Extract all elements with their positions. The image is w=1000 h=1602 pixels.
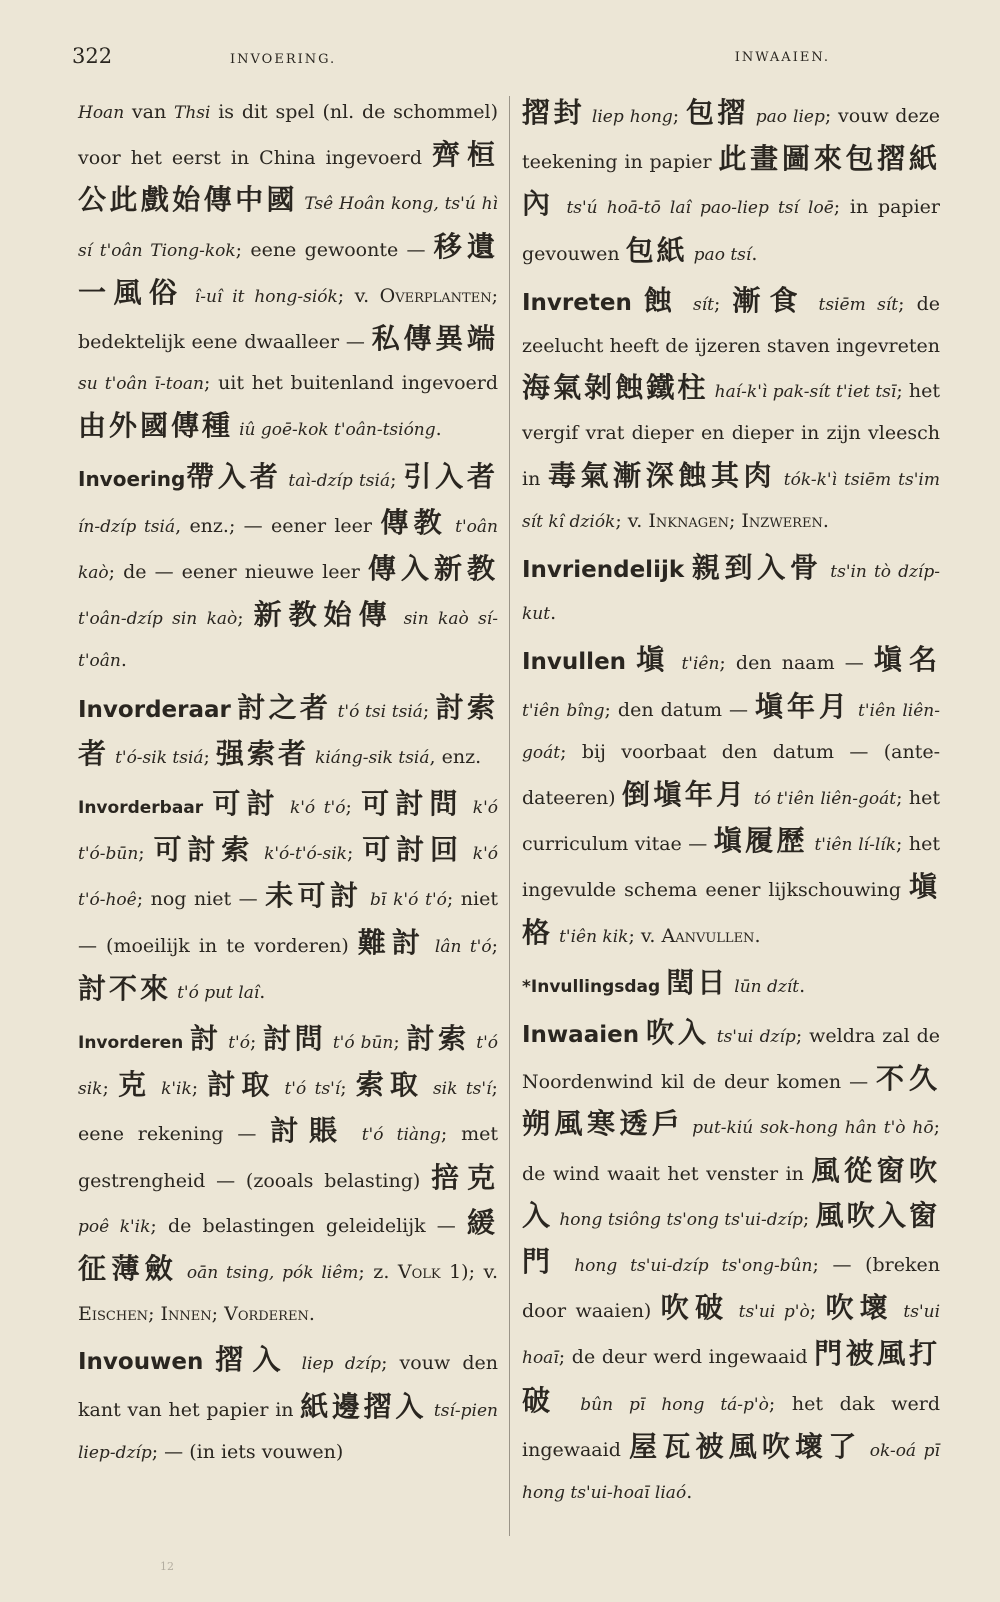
entry-text: ; v. <box>628 924 662 947</box>
chinese-characters: 吹入 <box>646 1016 710 1050</box>
romanization: hong ts'ui-dzíp ts'ong-bûn <box>574 1256 813 1277</box>
chinese-characters: 閏日 <box>666 965 729 999</box>
entry-text: ; — (in iets vouwen) <box>151 1440 344 1463</box>
romanization: lūn dzít <box>734 976 800 997</box>
entry-text <box>255 842 264 864</box>
chinese-characters: 討賬 <box>270 1114 348 1148</box>
romanization: tsí-pien liep-dzíp <box>78 1400 498 1463</box>
entry-text: ; <box>809 1300 826 1323</box>
chinese-characters: 可討索 <box>153 833 256 867</box>
entry-text: ; vouw den kant van het papier in <box>78 1352 498 1421</box>
romanization: kiáng-sik tsiá <box>315 747 430 768</box>
romanization: Tsê Hoân kong, ts'ú hì sí t'oân Tiong-kok <box>78 194 498 261</box>
entry-text <box>281 796 290 818</box>
entry-text <box>203 1352 215 1374</box>
left-column <box>78 92 498 1474</box>
chinese-characters: 漸食 <box>732 283 807 317</box>
romanization: ts'ú hoā-tō laî pao-liep tsí loē <box>566 198 834 219</box>
entry-text <box>362 888 369 910</box>
chinese-characters: 私傳異端 <box>371 322 498 356</box>
entry-text: . <box>259 980 266 1003</box>
headword: Invreten <box>522 289 632 316</box>
romanization: t'ó put laî <box>177 982 260 1003</box>
entry-text <box>464 842 473 864</box>
chinese-characters: 塡名 <box>873 643 940 677</box>
dictionary-entry <box>78 456 498 683</box>
entry-text <box>184 285 194 307</box>
entry-text: ; <box>237 607 254 630</box>
entry-text: ; <box>203 745 216 768</box>
dictionary-entry <box>78 1018 498 1335</box>
entry-text <box>894 1300 903 1322</box>
entry-text: ; het ingevulde schema eener lijkschouwing <box>522 833 941 902</box>
chinese-characters: 討之者 <box>237 690 332 724</box>
entry-text: ; <box>728 509 742 532</box>
chinese-characters: 緩征薄斂 <box>78 1205 498 1286</box>
entry-text: . <box>686 1481 693 1504</box>
dictionary-entry <box>522 92 940 276</box>
entry-text <box>394 607 404 629</box>
entry-text: ; met gestrengheid — (zooals belasting) <box>78 1123 499 1192</box>
entry-text <box>851 699 858 721</box>
entry-text <box>290 1352 302 1374</box>
headword: Invriendelijk <box>522 557 685 584</box>
chinese-characters: 屋瓦被風吹壞了 <box>629 1429 862 1463</box>
entry-text: ; <box>148 1303 161 1326</box>
entry-text: ; <box>340 1077 356 1100</box>
entry-text: , enz.; — eener leer <box>175 514 381 537</box>
romanization: t'iên liên-goát <box>522 700 940 763</box>
chinese-characters: 塡 <box>636 643 672 677</box>
romanization: ts'ui hoaī <box>522 1302 941 1369</box>
entry-text <box>776 468 784 490</box>
romanization: su t'oân ī-toan <box>78 374 204 395</box>
chinese-characters: 風吹入窗門 <box>522 1198 940 1279</box>
entry-text <box>426 935 435 957</box>
romanization: t'iên <box>681 654 720 675</box>
right-running-head: INWAAIEN. <box>734 50 830 65</box>
entry-text: ; <box>191 1077 208 1100</box>
entry-text: ; <box>393 1031 407 1054</box>
entry-text: . <box>550 602 557 625</box>
romanization: liep hong <box>591 107 673 127</box>
entry-text: ; nog niet — <box>136 888 266 911</box>
romanization: t'iên kik <box>559 926 629 947</box>
romanization: t'ó ts'í <box>284 1079 341 1100</box>
entry-text: . <box>435 418 442 441</box>
romanization: pao tsí <box>693 244 752 265</box>
entry-text <box>681 293 693 315</box>
chinese-characters: 由外國傳種 <box>78 409 234 443</box>
entry-text <box>585 105 592 127</box>
chinese-characters: 包紙 <box>625 233 688 267</box>
entry-text: ; <box>802 1207 816 1230</box>
romanization: t'ó tsi tsiá <box>337 701 423 722</box>
dictionary-entry <box>78 687 498 779</box>
chinese-characters: 倒塡年月 <box>621 778 748 812</box>
column-divider <box>509 96 510 1536</box>
entry-text: ; het dak werd ingewaaid <box>522 1392 940 1461</box>
entry-text: ; <box>102 1077 118 1100</box>
romanization: poê k'ik <box>78 1216 151 1237</box>
entry-text: ; den naam — <box>719 652 874 675</box>
chinese-characters: 可討回 <box>362 833 464 867</box>
chinese-characters: 傳入新教 <box>367 552 498 586</box>
entry-text: ; bij voorbaat den datum — (ante-dateeren) <box>522 740 940 810</box>
chinese-characters: 可討 <box>212 787 281 821</box>
entry-text: ; z. <box>358 1261 398 1284</box>
romanization: sin kaò sí-t'oân <box>78 609 498 672</box>
chinese-characters: 討 <box>189 1022 222 1056</box>
romanization: t'iên bîng <box>522 700 605 721</box>
romanization: k'ó-t'ó-sik <box>264 844 347 865</box>
chinese-characters: 紙邊摺入 <box>300 1389 428 1423</box>
cross-reference: Inknagen <box>648 509 729 532</box>
chinese-characters: 討不來 <box>78 971 172 1005</box>
entry-text: ; de belastingen geleidelijk — <box>150 1214 467 1237</box>
entry-text <box>729 1300 738 1322</box>
entry-text <box>806 293 818 315</box>
romanization: ts'in tò dzíp-kut <box>522 562 940 625</box>
chinese-characters: 親到入骨 <box>691 551 823 585</box>
romanization: t'oân kaò <box>78 516 498 584</box>
entry-text: ; <box>390 468 404 491</box>
romanization: t'ó būn <box>332 1033 394 1054</box>
entry-text: ; den datum — <box>604 698 756 721</box>
romanization: ts'ui dzíp <box>716 1027 796 1048</box>
chinese-characters: 風從窗吹入 <box>522 1153 940 1232</box>
entry-text <box>183 1031 190 1053</box>
cross-reference: Volk <box>397 1261 441 1284</box>
entry-text: ; vouw deze teekening in papier <box>522 105 940 174</box>
romanization: lân t'ó <box>434 936 492 957</box>
footer-mark: 12 <box>160 1560 174 1573</box>
entry-text: ; <box>713 292 733 315</box>
entry-text: ; bedektelijk eene dwaalleer — <box>78 284 498 354</box>
chinese-characters: 不久朔風寒透戶 <box>522 1062 940 1141</box>
entry-text <box>203 796 212 818</box>
entry-text <box>427 1399 434 1421</box>
cross-reference: Inzweren <box>741 509 823 532</box>
romanization: t'ó sik <box>78 1033 498 1100</box>
entry-text <box>152 1077 161 1099</box>
headword: Invorderen <box>78 1033 184 1054</box>
romanization: tók-k'ì tsiēm ts'im sít kî dziók <box>522 469 940 532</box>
cross-reference: Vorderen <box>224 1303 309 1326</box>
entry-text: van <box>124 101 174 123</box>
chinese-characters: 包摺 <box>685 96 750 129</box>
dictionary-entry <box>522 639 940 957</box>
romanization: bī k'ó t'ó <box>369 890 447 911</box>
entry-text <box>749 105 756 127</box>
romanization: bûn pī hong tá-p'ò <box>580 1394 769 1415</box>
chinese-characters: 討取 <box>207 1068 276 1102</box>
entry-text: ; eene gewoonte — <box>235 238 434 261</box>
chinese-characters: 海氣剝蝕鐵柱 <box>522 371 709 405</box>
headword: *Invullingsdag <box>522 976 661 997</box>
entry-text: . <box>308 1303 315 1326</box>
romanization: k'ik <box>161 1079 192 1100</box>
entry-text: ; v. <box>337 284 380 307</box>
romanization: iû goē-kok t'oân-tsióng <box>239 420 436 441</box>
entry-text: , enz. <box>429 745 482 768</box>
chinese-characters: 摺封 <box>522 96 586 129</box>
chinese-characters: 難討 <box>357 925 426 959</box>
chinese-characters: 吹破 <box>660 1291 730 1325</box>
dictionary-entry <box>522 962 940 1008</box>
entry-text: ; <box>249 1031 263 1054</box>
entry-text: ; eene rekening — <box>78 1077 498 1146</box>
dictionary-entry <box>78 783 498 1014</box>
chinese-characters: 强索者 <box>216 736 310 770</box>
romanization: î-uî it hong-siók <box>194 286 338 307</box>
headword: Invoering <box>78 466 186 491</box>
entry-text <box>685 1116 693 1138</box>
chinese-characters: 掊克 <box>431 1160 498 1194</box>
entry-text: is dit spel (nl. de schommel) voor het eerst in China ingevoerd <box>78 101 498 170</box>
romanization: sít <box>692 294 714 315</box>
entry-text: ; — (breken door waaien) <box>522 1254 940 1323</box>
entry-text: ; <box>422 699 436 722</box>
entry-text <box>561 1254 575 1276</box>
romanization: put-kiú sok-hong hân t'ò hō <box>692 1118 934 1139</box>
entry-text: ; <box>491 934 499 957</box>
chinese-characters: 塡年月 <box>755 689 851 723</box>
headword: Invouwen <box>78 1349 204 1376</box>
entry-text <box>632 293 644 315</box>
entry-text: ; de wind waait het venster in <box>522 1116 940 1185</box>
entry-text: 1); v. <box>440 1261 498 1284</box>
entry-text: . <box>799 974 806 997</box>
romanization: ín-dzíp tsiá <box>78 516 176 537</box>
romanization: Thsi <box>174 103 211 123</box>
entry-text: . <box>120 649 127 672</box>
entry-text: ; <box>345 796 362 819</box>
entry-text <box>671 652 681 674</box>
romanization: haí-k'ì pak-sít t'iet tsī <box>714 382 897 403</box>
chinese-characters: 未可討 <box>265 879 363 913</box>
dictionary-entry <box>522 547 940 635</box>
chinese-characters: 討索者 <box>78 690 498 770</box>
entry-text: ; in papier gevouwen <box>522 196 940 265</box>
dictionary-entry <box>522 280 940 543</box>
cross-reference: Innen <box>160 1303 212 1326</box>
entry-text <box>557 196 567 218</box>
entry-text: ; <box>138 842 154 865</box>
entry-text <box>710 1025 717 1047</box>
entry-text <box>326 1031 333 1053</box>
entry-text: . <box>751 242 758 265</box>
entry-text: ; <box>672 105 686 127</box>
chinese-characters: 塡格 <box>522 870 940 949</box>
romanization: t'oân-dzíp sin kaò <box>78 609 238 630</box>
headword: Invullen <box>522 649 627 676</box>
dictionary-entry <box>522 1012 940 1514</box>
chinese-characters: 討問 <box>262 1022 327 1056</box>
chinese-characters: 新教始傳 <box>253 598 394 632</box>
page-header <box>70 44 950 80</box>
entry-text <box>861 1439 869 1461</box>
chinese-characters: 齊桓公此戲始傳中國 <box>78 138 498 217</box>
entry-text: ; uit het buitenland ingevoerd <box>203 372 499 395</box>
romanization: k'ó t'ó-būn <box>78 798 499 865</box>
romanization: Hoan <box>78 103 125 123</box>
entry-text: . <box>754 924 761 947</box>
romanization: hong tsiông ts'ong ts'ui-dzíp <box>559 1209 803 1230</box>
dictionary-entry <box>78 92 498 452</box>
romanization: k'ó t'ó <box>289 798 346 819</box>
entry-text <box>348 1123 362 1145</box>
romanization: sik ts'í <box>432 1079 492 1100</box>
romanization: pao liep <box>755 107 825 127</box>
left-running-head: INVOERING. <box>230 52 337 67</box>
entry-text: ; de zeelucht heeft de ijzeren staven ingevreten <box>522 292 940 358</box>
chinese-characters: 吹壞 <box>825 1291 895 1325</box>
romanization: ts'ui p'ò <box>738 1302 810 1323</box>
entry-text <box>684 560 692 582</box>
romanization: t'ó tiàng <box>361 1125 441 1146</box>
entry-text <box>464 796 473 818</box>
romanization: oān tsing, pók liêm <box>186 1263 359 1284</box>
chinese-characters: 克 <box>117 1068 152 1102</box>
romanization: ok-oá pī hong ts'ui-hoaī liaó <box>522 1440 940 1504</box>
romanization: liep dzíp <box>301 1354 382 1375</box>
entry-text <box>178 1261 187 1283</box>
chinese-characters: 摺入 <box>215 1343 290 1377</box>
entry-text <box>639 1025 646 1047</box>
dictionary-entry <box>78 1339 498 1474</box>
romanization: t'ó <box>228 1033 250 1054</box>
headword: Invorderbaar <box>78 798 204 819</box>
chinese-characters: 索取 <box>355 1068 424 1102</box>
chinese-characters: 塡履歷 <box>713 824 808 858</box>
entry-text: ; het curriculum vitae — <box>522 787 940 856</box>
romanization: taì-dzíp tsiá <box>288 470 391 491</box>
chinese-characters: 此畫圖來包摺紙內 <box>522 142 940 221</box>
entry-text: ; <box>211 1303 225 1326</box>
entry-text <box>564 1393 581 1415</box>
romanization: tó t'iên liên-goát <box>753 789 897 810</box>
page-number: 322 <box>72 44 113 68</box>
chinese-characters: 可討問 <box>361 787 464 821</box>
entry-text: ; de deur werd ingewaaid <box>558 1346 815 1369</box>
entry-text <box>447 515 455 537</box>
headword: Invorderaar <box>78 696 231 723</box>
cross-reference: Aanvullen <box>661 924 755 947</box>
romanization: k'ó t'ó-hoê <box>78 844 498 911</box>
entry-text: ; niet — (moeilijk in te vorderen) <box>78 888 498 957</box>
chinese-characters: 討索 <box>406 1022 470 1056</box>
entry-text: . <box>822 509 829 532</box>
romanization: tsiēm sít <box>818 294 899 315</box>
romanization: t'iên lí-lík <box>814 835 897 856</box>
right-column <box>522 92 940 1514</box>
chinese-characters: 帶入者 <box>185 459 282 493</box>
chinese-characters: 門被風打破 <box>522 1337 940 1417</box>
cross-reference: Eischen <box>78 1303 149 1326</box>
entry-text: ; <box>346 842 363 865</box>
headword: Inwaaien <box>522 1022 640 1049</box>
entry-text <box>424 1077 433 1099</box>
entry-text <box>626 652 636 674</box>
chinese-characters: 傳教 <box>380 505 447 539</box>
entry-text: ; v. <box>615 509 649 532</box>
chinese-characters: 毒氣漸深蝕其肉 <box>547 458 777 492</box>
chinese-characters: 蝕 <box>643 283 681 317</box>
romanization: t'ó-sik tsiá <box>115 747 204 768</box>
entry-text: ; het vergif vrat dieper en dieper in zijn vleesch in <box>522 380 940 490</box>
cross-reference: Overplanten <box>379 284 492 307</box>
entry-text: ; de — eener nieuwe leer <box>108 561 368 584</box>
chinese-characters: 移遺一風俗 <box>78 229 498 309</box>
entry-text: ; weldra zal de Noordenwind kil de deur komen — <box>522 1025 940 1094</box>
chinese-characters: 引入者 <box>403 459 498 493</box>
